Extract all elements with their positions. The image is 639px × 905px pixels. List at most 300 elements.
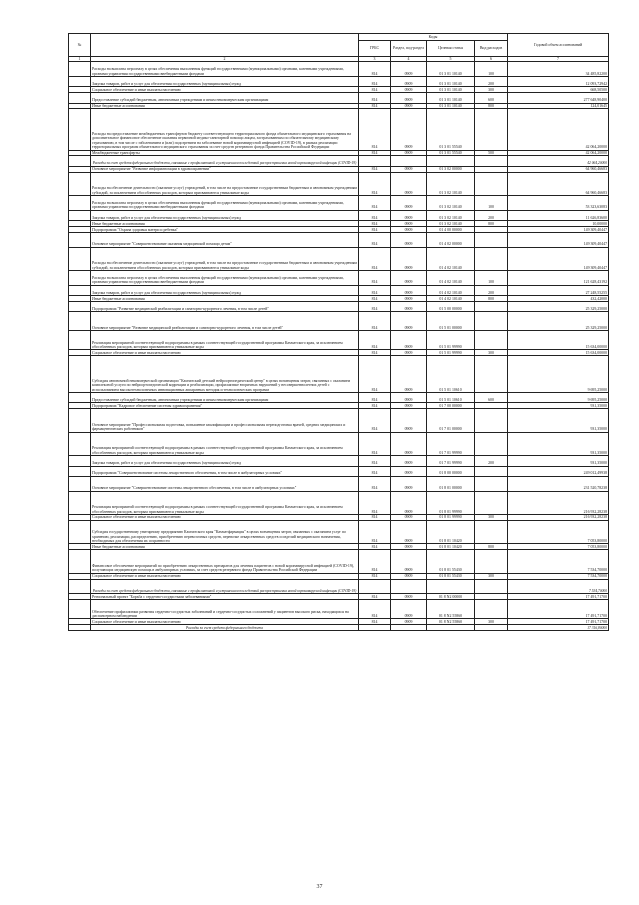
cell-razdel: 0909 <box>391 403 427 409</box>
cell-razdel: 0909 <box>391 476 427 491</box>
cell-num <box>69 271 91 286</box>
cell-razdel: 0909 <box>391 456 427 466</box>
cell-amount: 42 064,20000 <box>508 150 609 156</box>
cell-target-article: 01 4 02 10140 <box>427 285 475 295</box>
cell-name: Расходы за счет средств федерального бюджета, связанные с профилактикой и устранением последствий распространения новой коронавирусной инфекции (COVID-19) <box>91 156 359 166</box>
cell-expense-type <box>475 172 508 196</box>
cell-amount: 149 309,40447 <box>508 247 609 271</box>
cell-razdel: 0909 <box>391 409 427 433</box>
cell-name: Предоставление субсидий бюджетным, автономным учреждениям и иным некоммерческим организациям <box>91 393 359 403</box>
budget-table <box>68 33 609 631</box>
cell-num <box>69 77 91 87</box>
cell-amount: 931,35000 <box>508 409 609 433</box>
cell-grbs: 814 <box>359 403 391 409</box>
cell-expense-type: 200 <box>475 456 508 466</box>
cell-target-article: 01 7 01 99990 <box>427 456 475 466</box>
cell-expense-type <box>475 579 508 594</box>
cell-name: Основное мероприятие "Профессиональная подготовка, повышение квалификации и профессиональная переподготовка врачей, средних медицинских и фармацевтических работников" <box>91 409 359 433</box>
cell-razdel: 0909 <box>391 544 427 550</box>
table-row <box>69 301 609 311</box>
cell-grbs: 814 <box>359 491 391 515</box>
cell-name: Основное мероприятие "Совершенствование оказания медицинской помощи детям" <box>91 232 359 247</box>
cell-name: Предоставление субсидий бюджетным, автономным учреждениям и иным некоммерческим организациям <box>91 93 359 103</box>
cell-amount: 27 248,55255 <box>508 285 609 295</box>
cell-num <box>69 109 91 150</box>
cell-num <box>69 301 91 311</box>
cell-expense-type: 300 <box>475 350 508 356</box>
table-row <box>69 271 609 286</box>
cell-num <box>69 432 91 456</box>
cell-num <box>69 520 91 544</box>
cell-grbs: 814 <box>359 285 391 295</box>
cell-target-article: 01 5 01 10610 <box>427 356 475 393</box>
cell-expense-type: 100 <box>475 196 508 211</box>
cell-name: Реализация мероприятий соответствующей подпрограммы в рамках соответствующей государственной программы Камчатского края, за исключением обособленных расходов, которым присваиваются уникальные коды <box>91 432 359 456</box>
cell-expense-type <box>475 476 508 491</box>
cell-target-article: 01 8 01 00000 <box>427 476 475 491</box>
table-row <box>69 456 609 466</box>
cell-razdel: 0909 <box>391 356 427 393</box>
cell-amount: 64 960,46683 <box>508 172 609 196</box>
table-row-note <box>69 579 609 594</box>
cell-razdel: 0909 <box>391 466 427 476</box>
cell-amount: 9 695,25000 <box>508 356 609 393</box>
cell-razdel: 0909 <box>391 331 427 350</box>
cell-expense-type <box>475 409 508 433</box>
cell-name: Социальное обеспечение и иные выплаты населению <box>91 619 359 625</box>
cell-expense-type <box>475 520 508 544</box>
cell-razdel: 0909 <box>391 515 427 521</box>
cell-target-article: 01 3 02 10140 <box>427 221 475 227</box>
cell-razdel <box>391 625 427 631</box>
cell-razdel <box>391 156 427 166</box>
cell-num <box>69 62 91 77</box>
cell-razdel: 0909 <box>391 172 427 196</box>
cell-expense-type: 200 <box>475 285 508 295</box>
cell-expense-type: 300 <box>475 515 508 521</box>
cell-expense-type <box>475 301 508 311</box>
cell-num <box>69 409 91 433</box>
cell-name: Основное мероприятие "Развитие медицинской реабилитации и санаторно-курортного лечения, в том числе детей" <box>91 312 359 331</box>
cell-name: Иные бюджетные ассигнования <box>91 221 359 227</box>
cell-name: Обеспечение профилактики развития сердечно-сосудистых заболеваний и сердечно-сосудистых осложнений у пациентов высокого риска, находящихся на диспансерном наблюдении <box>91 600 359 619</box>
table-row <box>69 432 609 456</box>
cell-expense-type: 100 <box>475 271 508 286</box>
cell-razdel: 0909 <box>391 247 427 271</box>
cell-name: Субсидия государственному унитарному предприятию Камчатского края "Камчатфармация" в целях возмещения затрат, связанных с оказанием услуг по хранению, реализации, распределению, приобретению перевозочных средств, перевозке лекарственных средств и изделий медицинского назначения, необходимых для обеспечения их сохранности <box>91 520 359 544</box>
cell-grbs: 814 <box>359 93 391 103</box>
cell-amount: 11 626,83600 <box>508 210 609 220</box>
cell-razdel: 0909 <box>391 619 427 625</box>
cell-razdel: 0909 <box>391 432 427 456</box>
cell-target-article: 01 3 02 10140 <box>427 172 475 196</box>
cell-name: Расходы за счет средств федерального бюджета <box>91 625 359 631</box>
cell-amount: 42 064,20000 <box>508 156 609 166</box>
cell-name: Расходы на выплаты персоналу в целях обеспечения выполнения функций государственными (муниципальными) органами, казенными учреждениями, органами управления государственными внебюджетными фондами <box>91 62 359 77</box>
cell-target-article: 01 3 01 55540 <box>427 150 475 156</box>
cell-amount: 216 932,28238 <box>508 491 609 515</box>
cell-target-article <box>427 625 475 631</box>
header-vr: Вид расходов <box>475 41 508 57</box>
cell-grbs: 814 <box>359 196 391 211</box>
cell-razdel: 0909 <box>391 77 427 87</box>
cell-grbs: 814 <box>359 432 391 456</box>
cell-name: Подпрограмма "Кадровое обеспечение системы здравоохранения" <box>91 403 359 409</box>
cell-amount: 42 064,20000 <box>508 109 609 150</box>
cell-name: Расходы на предоставление межбюджетных трансфертов бюджету соответствующего территориального фонда обязательного медицинского страхования на дополнительное финансовое обеспечение оказания первичной медико-санитарной помощи лицам, застрахованным по обязательному медицинскому страхованию, в том числе с заболеванием и (или) подозрением на заболевание новой коронавирусной инфекцией (COVID-19), в рамках реализации территориальных программ обязательного медицинского страхования за счет средств резервного фонда Правительства Российской Федерации <box>91 109 359 150</box>
table-row <box>69 285 609 295</box>
cell-target-article: 01 7 01 99990 <box>427 432 475 456</box>
cell-grbs: 814 <box>359 247 391 271</box>
cell-grbs: 814 <box>359 312 391 331</box>
cell-amount: 17 491,71700 <box>508 619 609 625</box>
cell-name: Иные бюджетные ассигнования <box>91 103 359 109</box>
cell-num <box>69 172 91 196</box>
cell-grbs <box>359 625 391 631</box>
cell-num <box>69 491 91 515</box>
cell-grbs: 814 <box>359 221 391 227</box>
cell-amount: 7 053,80000 <box>508 544 609 550</box>
cell-amount: 277 648,90400 <box>508 93 609 103</box>
cell-name: Основное мероприятие "Совершенствование системы лекарственного обеспечения, в том числе в амбулаторных условиях" <box>91 476 359 491</box>
cell-grbs: 814 <box>359 301 391 311</box>
cell-razdel: 0909 <box>391 312 427 331</box>
cell-amount: 12 093,72942 <box>508 77 609 87</box>
cell-target-article: 01 3 01 10140 <box>427 103 475 109</box>
cell-razdel: 0909 <box>391 150 427 156</box>
cell-razdel: 0909 <box>391 550 427 574</box>
cell-target-article: 01 3 01 10140 <box>427 77 475 87</box>
cell-target-article: 01 3 02 00000 <box>427 166 475 172</box>
cell-num <box>69 625 91 631</box>
cell-amount: 231 520,78238 <box>508 476 609 491</box>
cell-expense-type <box>475 331 508 350</box>
cell-expense-type: 500 <box>475 150 508 156</box>
cell-expense-type <box>475 156 508 166</box>
cell-expense-type: 300 <box>475 573 508 579</box>
colnum: 3 <box>359 57 391 62</box>
cell-amount: 64 960,46683 <box>508 166 609 172</box>
cell-amount: 149 309,40447 <box>508 232 609 247</box>
cell-target-article <box>427 579 475 594</box>
cell-name: Расходы на обеспечение деятельности (оказание услуг) учреждений, в том числе на предоставление государственным бюджетным и автономным учреждениям субсидий, за исключением обособленных расходов, которым присваиваются уникальные коды <box>91 172 359 196</box>
cell-grbs: 814 <box>359 172 391 196</box>
cell-expense-type <box>475 466 508 476</box>
cell-grbs: 814 <box>359 109 391 150</box>
cell-amount: 124,01645 <box>508 103 609 109</box>
cell-grbs: 814 <box>359 573 391 579</box>
cell-target-article: 01 3 01 10140 <box>427 62 475 77</box>
cell-target-article: 01 3 01 10140 <box>427 87 475 93</box>
table-row-note <box>69 625 609 631</box>
cell-grbs: 814 <box>359 166 391 172</box>
cell-name: Подпрограмма "Совершенствование системы лекарственного обеспечения, в том числе в амбулаторных условиях" <box>91 466 359 476</box>
cell-name: Закупка товаров, работ и услуг для обеспечения государственных (муниципальных) нужд <box>91 77 359 87</box>
table-row <box>69 247 609 271</box>
cell-name: Межбюджетные трансферты <box>91 150 359 156</box>
cell-amount: 17 491,71700 <box>508 594 609 600</box>
cell-name: Социальное обеспечение и иные выплаты населению <box>91 87 359 93</box>
cell-expense-type <box>475 625 508 631</box>
cell-amount: 25 329,25000 <box>508 312 609 331</box>
table-row <box>69 600 609 619</box>
cell-num <box>69 331 91 350</box>
cell-amount: 7 534,70000 <box>508 579 609 594</box>
cell-target-article: 01 4 02 10140 <box>427 247 475 271</box>
cell-target-article: 01 3 02 10140 <box>427 210 475 220</box>
header-name <box>91 34 359 57</box>
cell-razdel <box>391 579 427 594</box>
cell-grbs <box>359 156 391 166</box>
cell-razdel: 0909 <box>391 109 427 150</box>
cell-expense-type: 800 <box>475 296 508 302</box>
cell-expense-type <box>475 491 508 515</box>
cell-amount: 17 491,71700 <box>508 600 609 619</box>
cell-razdel: 0909 <box>391 221 427 227</box>
cell-razdel: 0909 <box>391 227 427 233</box>
cell-target-article: 01 5 01 99990 <box>427 331 475 350</box>
header-sum: Годовой объем ассигнований <box>508 34 609 57</box>
cell-amount: 15 634,00000 <box>508 350 609 356</box>
cell-amount: 34 485,82200 <box>508 62 609 77</box>
cell-amount: 249 012,49938 <box>508 466 609 476</box>
cell-razdel: 0909 <box>391 491 427 515</box>
cell-target-article <box>427 156 475 166</box>
table-row <box>69 550 609 574</box>
cell-razdel: 0909 <box>391 196 427 211</box>
cell-target-article: 01 8 00 00000 <box>427 466 475 476</box>
cell-name: Подпрограмма "Охрана здоровья матери и ребенка" <box>91 227 359 233</box>
cell-razdel: 0909 <box>391 166 427 172</box>
header-codes-group: Коды <box>359 34 508 41</box>
cell-amount: 9 695,25000 <box>508 393 609 403</box>
colnum: 4 <box>391 57 427 62</box>
cell-amount: 10,00000 <box>508 221 609 227</box>
cell-target-article: 01 5 00 00000 <box>427 301 475 311</box>
cell-target-article: 01 8 01 99990 <box>427 515 475 521</box>
cell-num <box>69 356 91 393</box>
cell-grbs <box>359 579 391 594</box>
cell-grbs: 814 <box>359 520 391 544</box>
cell-grbs: 814 <box>359 393 391 403</box>
cell-razdel: 0909 <box>391 573 427 579</box>
cell-amount: 668,50500 <box>508 87 609 93</box>
cell-target-article: 01 3 02 10140 <box>427 196 475 211</box>
cell-target-article: 01 3 01 10140 <box>427 93 475 103</box>
cell-razdel: 0909 <box>391 600 427 619</box>
cell-amount: 931,35000 <box>508 456 609 466</box>
cell-name: Расходы за счет средств федерального бюджета, связанные с профилактикой и устранением последствий распространения новой коронавирусной инфекции (COVID-19) <box>91 579 359 594</box>
cell-num <box>69 312 91 331</box>
cell-grbs: 814 <box>359 544 391 550</box>
header-grbs: ГРБС <box>359 41 391 57</box>
cell-name: Подпрограмма "Развитие медицинской реабилитации и санаторно-курортного лечения, в том числе детей" <box>91 301 359 311</box>
cell-name: Расходы на выплаты персоналу в целях обеспечения выполнения функций государственными (муниципальными) органами, казенными учреждениями, органами управления государственными внебюджетными фондами <box>91 271 359 286</box>
cell-expense-type: 600 <box>475 93 508 103</box>
cell-grbs: 814 <box>359 150 391 156</box>
cell-expense-type <box>475 356 508 393</box>
table-row-note <box>69 156 609 166</box>
cell-grbs: 814 <box>359 594 391 600</box>
page-number: 37 <box>316 884 323 890</box>
cell-num <box>69 456 91 466</box>
cell-grbs: 814 <box>359 350 391 356</box>
table-row <box>69 491 609 515</box>
cell-name: Субсидия автономной некоммерческой организации "Камчатский детский нейроортопедический центр" в целях возмещения затрат, связанных с оказанием комплексной услуги по нейроортопедической коррекции и реабилитации, профилактике вторичных нарушений у несовершеннолетних детей с использованием высокотехнологичных инновационных аппаратных методик и технологических программ <box>91 356 359 393</box>
colnum: 7 <box>508 57 609 62</box>
cell-name: Социальное обеспечение и иные выплаты населению <box>91 350 359 356</box>
cell-amount: 149 309,40447 <box>508 227 609 233</box>
colnum: 1 <box>69 57 91 62</box>
table-row <box>69 393 609 403</box>
cell-amount: 432,42000 <box>508 296 609 302</box>
cell-grbs: 814 <box>359 515 391 521</box>
table-row <box>69 232 609 247</box>
cell-amount: 15 634,00000 <box>508 331 609 350</box>
colnum: 2 <box>91 57 359 62</box>
cell-razdel: 0909 <box>391 62 427 77</box>
cell-amount: 17 316,80000 <box>508 625 609 631</box>
cell-target-article: 01 8 01 99990 <box>427 491 475 515</box>
cell-expense-type: 200 <box>475 210 508 220</box>
cell-grbs: 814 <box>359 232 391 247</box>
cell-razdel: 0909 <box>391 87 427 93</box>
cell-razdel: 0909 <box>391 285 427 295</box>
table-row <box>69 109 609 150</box>
colnum: 6 <box>475 57 508 62</box>
cell-name: Закупка товаров, работ и услуг для обеспечения государственных (муниципальных) нужд <box>91 210 359 220</box>
cell-num <box>69 232 91 247</box>
cell-grbs: 814 <box>359 619 391 625</box>
cell-expense-type: 300 <box>475 619 508 625</box>
cell-grbs: 814 <box>359 62 391 77</box>
cell-expense-type: 200 <box>475 77 508 87</box>
cell-razdel: 0909 <box>391 520 427 544</box>
cell-grbs: 814 <box>359 271 391 286</box>
cell-target-article: 01 8 N2 00000 <box>427 594 475 600</box>
cell-name: Иные бюджетные ассигнования <box>91 296 359 302</box>
header-cs: Целевая статья <box>427 41 475 57</box>
cell-grbs: 814 <box>359 476 391 491</box>
cell-expense-type <box>475 550 508 574</box>
cell-name: Закупка товаров, работ и услуг для обеспечения государственных (муниципальных) нужд <box>91 456 359 466</box>
cell-num <box>69 466 91 476</box>
cell-razdel: 0909 <box>391 271 427 286</box>
cell-name: Социальное обеспечение и иные выплаты населению <box>91 515 359 521</box>
cell-razdel: 0909 <box>391 350 427 356</box>
table-row <box>69 520 609 544</box>
cell-grbs: 814 <box>359 466 391 476</box>
table-row <box>69 77 609 87</box>
cell-num <box>69 285 91 295</box>
cell-name: Реализация мероприятий соответствующей подпрограммы в рамках соответствующей государственной программы Камчатского края, за исключением обособленных расходов, которым присваиваются уникальные коды <box>91 491 359 515</box>
cell-grbs: 814 <box>359 227 391 233</box>
cell-target-article: 01 4 02 10140 <box>427 296 475 302</box>
cell-num <box>69 393 91 403</box>
cell-grbs: 814 <box>359 409 391 433</box>
cell-target-article: 01 5 01 00000 <box>427 312 475 331</box>
table-row <box>69 196 609 211</box>
cell-amount: 53 323,63083 <box>508 196 609 211</box>
cell-name: Закупка товаров, работ и услуг для обеспечения государственных (муниципальных) нужд <box>91 285 359 295</box>
cell-razdel: 0909 <box>391 103 427 109</box>
cell-target-article: 01 8 01 10420 <box>427 544 475 550</box>
cell-name: Реализация мероприятий соответствующей подпрограммы в рамках соответствующей государственной программы Камчатского края, за исключением обособленных расходов, которым присваиваются уникальные коды <box>91 331 359 350</box>
cell-target-article: 01 5 01 10610 <box>427 393 475 403</box>
cell-target-article: 01 8 N2 55860 <box>427 600 475 619</box>
table-row <box>69 172 609 196</box>
cell-num <box>69 196 91 211</box>
cell-amount: 7 534,70000 <box>508 573 609 579</box>
cell-expense-type <box>475 312 508 331</box>
table-row <box>69 466 609 476</box>
cell-target-article: 01 8 N2 55860 <box>427 619 475 625</box>
cell-amount: 931,35000 <box>508 403 609 409</box>
cell-expense-type: 300 <box>475 87 508 93</box>
cell-num <box>69 476 91 491</box>
cell-grbs: 814 <box>359 331 391 350</box>
table-row <box>69 312 609 331</box>
cell-grbs: 814 <box>359 210 391 220</box>
cell-razdel: 0909 <box>391 301 427 311</box>
cell-expense-type: 800 <box>475 103 508 109</box>
cell-num <box>69 210 91 220</box>
cell-amount: 7 053,80000 <box>508 520 609 544</box>
cell-name: Основное мероприятие "Развитие информатизации в здравоохранении" <box>91 166 359 172</box>
colnum: 5 <box>427 57 475 62</box>
cell-expense-type: 100 <box>475 62 508 77</box>
cell-target-article: 01 8 01 10420 <box>427 520 475 544</box>
cell-num <box>69 93 91 103</box>
cell-razdel: 0909 <box>391 210 427 220</box>
cell-num <box>69 247 91 271</box>
cell-grbs: 814 <box>359 103 391 109</box>
cell-expense-type <box>475 247 508 271</box>
cell-expense-type <box>475 600 508 619</box>
cell-grbs: 814 <box>359 356 391 393</box>
table-row <box>69 210 609 220</box>
table-row <box>69 62 609 77</box>
cell-razdel: 0909 <box>391 393 427 403</box>
cell-name: Расходы на выплаты персоналу в целях обеспечения выполнения функций государственными (муниципальными) органами, казенными учреждениями, органами управления государственными внебюджетными фондами <box>91 196 359 211</box>
table-row <box>69 476 609 491</box>
cell-grbs: 814 <box>359 550 391 574</box>
cell-target-article: 01 4 02 10140 <box>427 271 475 286</box>
cell-expense-type <box>475 432 508 456</box>
cell-target-article: 01 8 01 55430 <box>427 573 475 579</box>
header-num: № <box>69 34 91 57</box>
table-row <box>69 331 609 350</box>
cell-amount: 121 628,43192 <box>508 271 609 286</box>
cell-name: Иные бюджетные ассигнования <box>91 544 359 550</box>
cell-target-article: 01 4 02 00000 <box>427 232 475 247</box>
cell-expense-type: 800 <box>475 221 508 227</box>
cell-grbs: 814 <box>359 600 391 619</box>
cell-expense-type <box>475 109 508 150</box>
cell-razdel: 0909 <box>391 93 427 103</box>
cell-target-article: 01 5 01 99990 <box>427 350 475 356</box>
cell-razdel: 0909 <box>391 594 427 600</box>
cell-amount: 216 932,28238 <box>508 515 609 521</box>
cell-num <box>69 600 91 619</box>
table-row <box>69 409 609 433</box>
cell-target-article: 01 8 01 55430 <box>427 550 475 574</box>
cell-expense-type: 800 <box>475 544 508 550</box>
cell-name: Социальное обеспечение и иные выплаты населению <box>91 573 359 579</box>
cell-grbs: 814 <box>359 87 391 93</box>
cell-amount: 7 534,70000 <box>508 550 609 574</box>
header-razdel: Раздел, под-раздел <box>391 41 427 57</box>
